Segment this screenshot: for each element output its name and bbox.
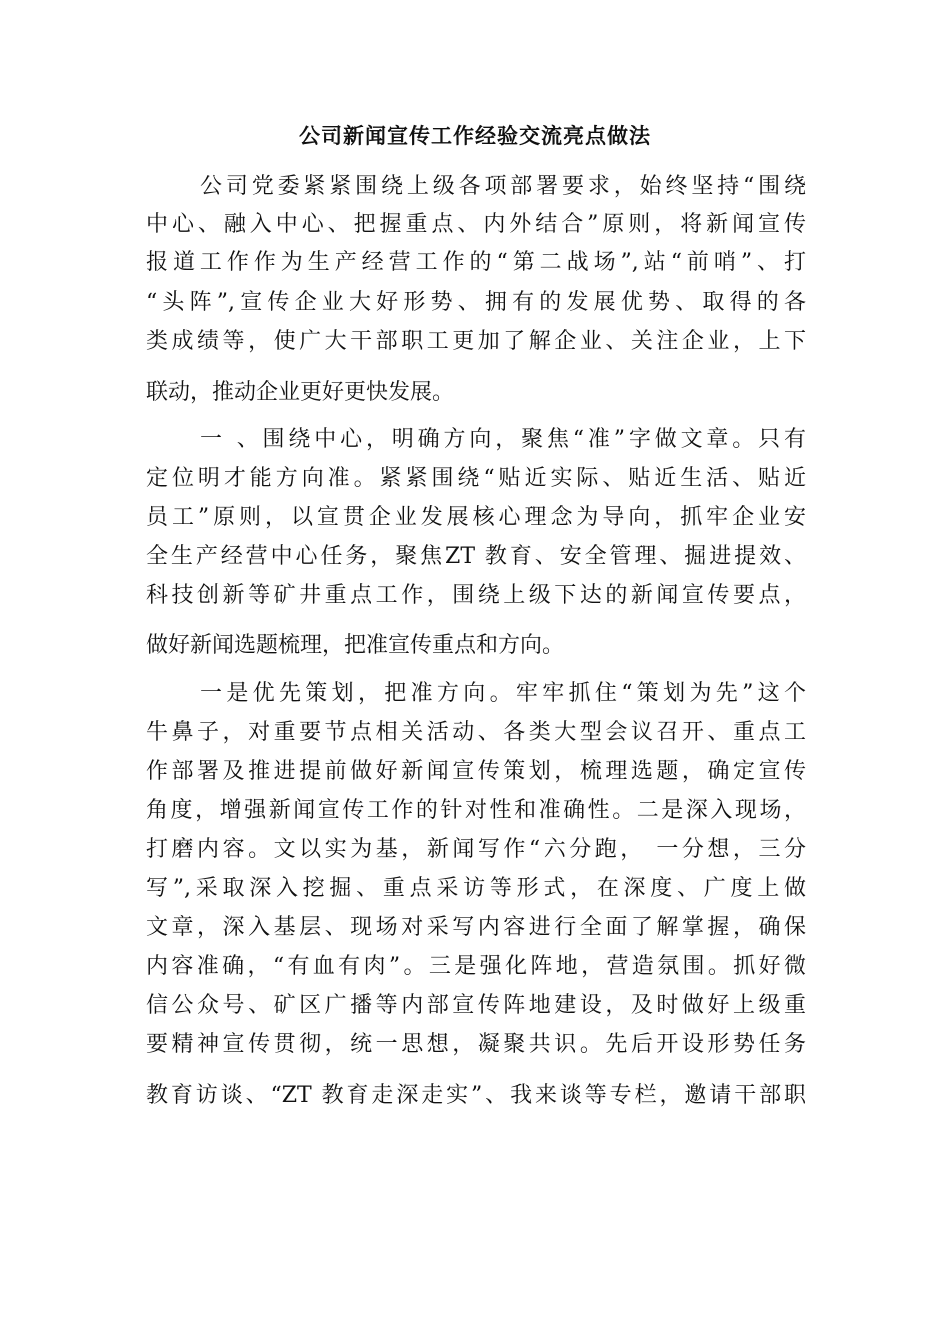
paragraph-line: 要精神宣传贯彻，统一思想，凝聚共识。先后开设形势任务 (146, 1032, 806, 1057)
paragraph-line: 做好新闻选题梳理，把准宣传重点和方向。 (146, 633, 565, 658)
paragraph-line: 类成绩等，使广大干部职工更加了解企业、关注企业，上下 (146, 329, 806, 354)
paragraph-line: 信公众号、矿区广播等内部宣传阵地建设，及时做好上级重 (146, 993, 806, 1018)
paragraph-line: 角度，增强新闻宣传工作的针对性和准确性。二是深入现场， (146, 798, 806, 823)
paragraph-line: 写”,采取深入挖掘、重点采访等形式，在深度、广度上做 (146, 876, 806, 901)
paragraph-line: 公司党委紧紧围绕上级各项部署要求，始终坚持“围绕 (200, 174, 806, 199)
paragraph-line: 作部署及推进提前做好新闻宣传策划，梳理选题，确定宣传 (146, 759, 806, 784)
paragraph-line: 一是优先策划，把准方向。牢牢抓住“策划为先”这个 (200, 681, 806, 706)
paragraph-line: 一 、围绕中心，明确方向，聚焦“准”字做文章。只有 (200, 427, 806, 452)
paragraph-line: 内容准确，“有血有肉”。三是强化阵地，营造氛围。抓好微 (146, 954, 806, 979)
paragraph-line: 打磨内容。文以实为基，新闻写作“六分跑， 一分想，三分 (146, 837, 806, 862)
paragraph-line: 定位明才能方向准。紧紧围绕“贴近实际、贴近生活、贴近 (146, 466, 806, 491)
document-title: 公司新闻宣传工作经验交流亮点做法 (299, 123, 651, 148)
paragraph-line: 文章，深入基层、现场对采写内容进行全面了解掌握，确保 (146, 915, 806, 940)
paragraph-line: 牛鼻子，对重要节点相关活动、各类大型会议召开、重点工 (146, 720, 806, 745)
paragraph-line: 中心、融入中心、把握重点、内外结合”原则，将新闻宣传 (146, 212, 806, 237)
paragraph-line: 报道工作作为生产经营工作的“第二战场”,站“前哨”、打 (146, 250, 806, 275)
paragraph-line: “头阵”,宣传企业大好形势、拥有的发展优势、取得的各 (146, 290, 806, 315)
paragraph-line: 员工”原则，以宣贯企业发展核心理念为导向，抓牢企业安 (146, 505, 806, 530)
paragraph-line: 教育访谈、“ZT 教育走深走实”、我来谈等专栏，邀请干部职 (146, 1083, 806, 1108)
paragraph-line: 联动，推动企业更好更快发展。 (146, 380, 455, 405)
paragraph-line: 科技创新等矿井重点工作，围绕上级下达的新闻宣传要点， (146, 583, 806, 608)
paragraph-line: 全生产经营中心任务，聚焦ZT 教育、安全管理、掘进提效、 (146, 544, 806, 569)
